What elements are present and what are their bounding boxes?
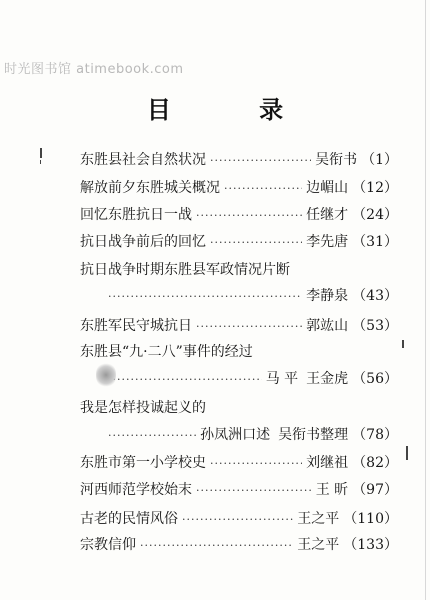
toc-leader-dots [108,285,302,309]
toc-entry [108,367,398,391]
toc-leader-dots [210,452,302,476]
toc-entry [80,203,398,227]
toc-leader-dots [224,177,302,201]
toc-entry-title: 抗日战争时期东胜县军政情况片断 [80,262,290,278]
toc-entry-author-2: 王金虎 [306,371,349,387]
toc-entry-title: 东胜县社会自然状况 [80,152,206,168]
toc-entry [108,284,398,308]
toc-entry-author: 王之平 [297,537,340,553]
toc-entry-page: （110） [343,511,398,527]
toc-entry-title: 回忆东胜抗日一战 [80,207,192,223]
scan-speck [40,160,41,164]
toc-entry-page: （43） [352,288,398,304]
ink-blot [96,363,116,387]
toc-entry-title: 宗教信仰 [80,537,136,553]
scan-speck [40,148,42,158]
page-title: 目 录 [146,96,324,124]
toc-entry-author: 任继才 [306,207,349,223]
toc-leader-dots [182,508,293,532]
toc-leader-dots [196,204,302,228]
toc-entry-page: （133） [343,537,398,553]
toc-entry-author: 马 平 [265,371,299,387]
toc-entry-author: 吴衔书 [315,152,358,168]
toc-entry-page: （1） [361,152,398,168]
toc-entry-title: 东胜军民守城抗日 [80,318,192,334]
page-edge [425,0,426,600]
toc-entry [80,507,398,531]
toc-entry-author: 刘继祖 [306,455,349,471]
toc-entry-page: （24） [352,207,398,223]
toc-entry-author-2: 吴衔书整理 [278,427,349,443]
toc-entry-page: （56） [352,371,398,387]
toc-leader-dots [210,231,302,255]
toc-leader-dots [108,368,262,392]
toc-entry [80,478,398,502]
toc-entry-title: 解放前夕东胜城关概况 [80,180,220,196]
toc-entry-title: 我是怎样投诚起义的 [80,400,206,416]
toc-leader-dots [196,479,312,503]
toc-entry [80,176,398,200]
toc-entry-author: 郭竑山 [306,318,349,334]
toc-leader-dots [196,315,302,339]
toc-entry-page: （97） [352,482,398,498]
toc-entry [80,533,398,557]
toc-entry [108,423,398,447]
toc-entry [80,230,398,254]
toc-entry-author: 孙凤洲口述 [200,427,271,443]
toc-entry-author: 李静泉 [306,288,349,304]
scan-speck [402,340,404,348]
toc-entry-author: 李先唐 [306,234,349,250]
toc-leader-dots [140,534,293,558]
toc-entry-page: （82） [352,455,398,471]
toc-leader-dots [210,149,311,173]
toc-entry-author: 王之平 [297,511,340,527]
toc-entry-title: 抗日战争前后的回忆 [80,234,206,250]
toc-entry-page: （53） [352,318,398,334]
scan-speck [406,446,408,460]
toc-entry-author: 边嵋山 [306,180,349,196]
toc-entry [80,451,398,475]
toc-entry [80,314,398,338]
toc-entry-title: 东胜县“九·二八”事件的经过 [80,344,253,360]
toc-entry-page: （31） [352,234,398,250]
toc-entry-page: （78） [352,427,398,443]
toc-entry [80,148,398,172]
toc-entry-author: 王 昕 [315,482,349,498]
toc-leader-dots [108,424,196,448]
toc-entry-page: （12） [352,180,398,196]
toc-entry-title: 河西师范学校始末 [80,482,192,498]
toc-entry-title: 古老的民情风俗 [80,511,178,527]
toc-entry-title: 东胜市第一小学校史 [80,455,206,471]
watermark: 时光图书馆 atimebook.com [4,62,184,77]
